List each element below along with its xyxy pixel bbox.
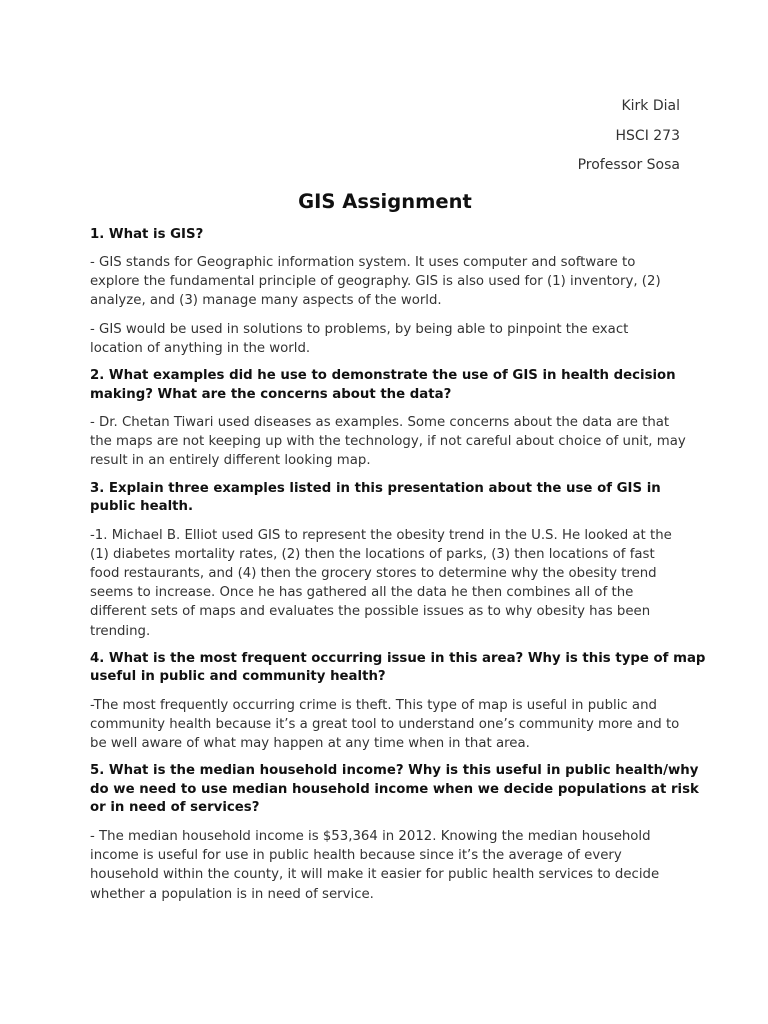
- question-line: useful in public and community health?: [90, 669, 386, 685]
- answer-line: analyze, and (3) manage many aspects of the world.: [90, 293, 442, 309]
- document-title: GIS Assignment: [298, 189, 472, 213]
- question-line: making? What are the concerns about the data?: [90, 386, 452, 402]
- answer-line: (1) diabetes mortality rates, (2) then the locations of parks, (3) then locations of fast: [90, 546, 655, 562]
- answer-line: community health because it’s a great tool to understand one’s community more and to: [90, 717, 680, 733]
- answer-line: -The most frequently occurring crime is theft. This type of map is useful in public and: [90, 697, 657, 713]
- answer-paragraph: [90, 320, 680, 358]
- header-block: [90, 92, 680, 181]
- answer-line: location of anything in the world.: [90, 340, 311, 356]
- question-line: do we need to use median household income when we decide populations at risk: [90, 781, 699, 797]
- professor-name: Professor Sosa: [577, 157, 680, 173]
- answer-line: explore the fundamental principle of geography. GIS is also used for (1) inventory, (2): [90, 274, 661, 290]
- answer-line: -1. Michael B. Elliot used GIS to represent the obesity trend in the U.S. He looked at the: [90, 527, 672, 543]
- answer-line: household within the county, it will make it easier for public health services to decide: [90, 867, 660, 883]
- answer-line: different sets of maps and evaluates the possible issues as to why obesity has been: [90, 604, 651, 620]
- answer-line: the maps are not keeping up with the technology, if not careful about choice of unit, may: [90, 434, 686, 450]
- answer-line: be well aware of what may happen at any time when in that area.: [90, 736, 530, 752]
- answer-line: result in an entirely different looking map.: [90, 453, 371, 469]
- document-page: [90, 92, 706, 913]
- answer-line: - Dr. Chetan Tiwari used diseases as examples. Some concerns about the data are that: [90, 415, 670, 431]
- answer-line: - GIS would be used in solutions to problems, by being able to pinpoint the exact: [90, 321, 629, 337]
- answer-line: whether a population is in need of service.: [90, 886, 374, 902]
- question-line: public health.: [90, 499, 194, 515]
- question-line: 5. What is the median household income? Why is this useful in public health/why: [90, 763, 699, 779]
- answer-line: income is useful for use in public health because since it’s the average of every: [90, 848, 622, 864]
- answer-paragraph: [90, 253, 680, 311]
- answer-paragraph: [90, 413, 686, 471]
- question-5: [90, 762, 699, 818]
- answer-line: - GIS stands for Geographic information system. It uses computer and software to: [90, 255, 636, 270]
- question-line: 1. What is GIS?: [90, 226, 204, 242]
- answer-paragraph: [90, 526, 680, 641]
- answer-line: seems to increase. Once he has gathered all the data he then combines all of the: [90, 585, 634, 601]
- answer-line: - The median household income is $53,364 in 2012. Knowing the median household: [90, 828, 651, 844]
- question-line: 3. Explain three examples listed in this presentation about the use of GIS in: [90, 480, 661, 496]
- answer-line: food restaurants, and (4) then the grocery stores to determine why the obesity trend: [90, 566, 657, 582]
- course-code: HSCI 273: [615, 127, 680, 144]
- answer-paragraph: [90, 696, 680, 754]
- question-1: [90, 226, 680, 245]
- question-2: [90, 367, 680, 404]
- author-name: Kirk Dial: [621, 98, 680, 114]
- question-line: 2. What examples did he use to demonstrate the use of GIS in health decision: [90, 368, 676, 384]
- sections-container: [90, 226, 706, 904]
- question-4: [90, 650, 706, 687]
- question-3: [90, 480, 680, 517]
- answer-line: trending.: [90, 623, 151, 639]
- question-line: or in need of services?: [90, 800, 260, 816]
- answer-paragraph: [90, 827, 680, 904]
- question-line: 4. What is the most frequent occurring issue in this area? Why is this type of map: [90, 650, 706, 666]
